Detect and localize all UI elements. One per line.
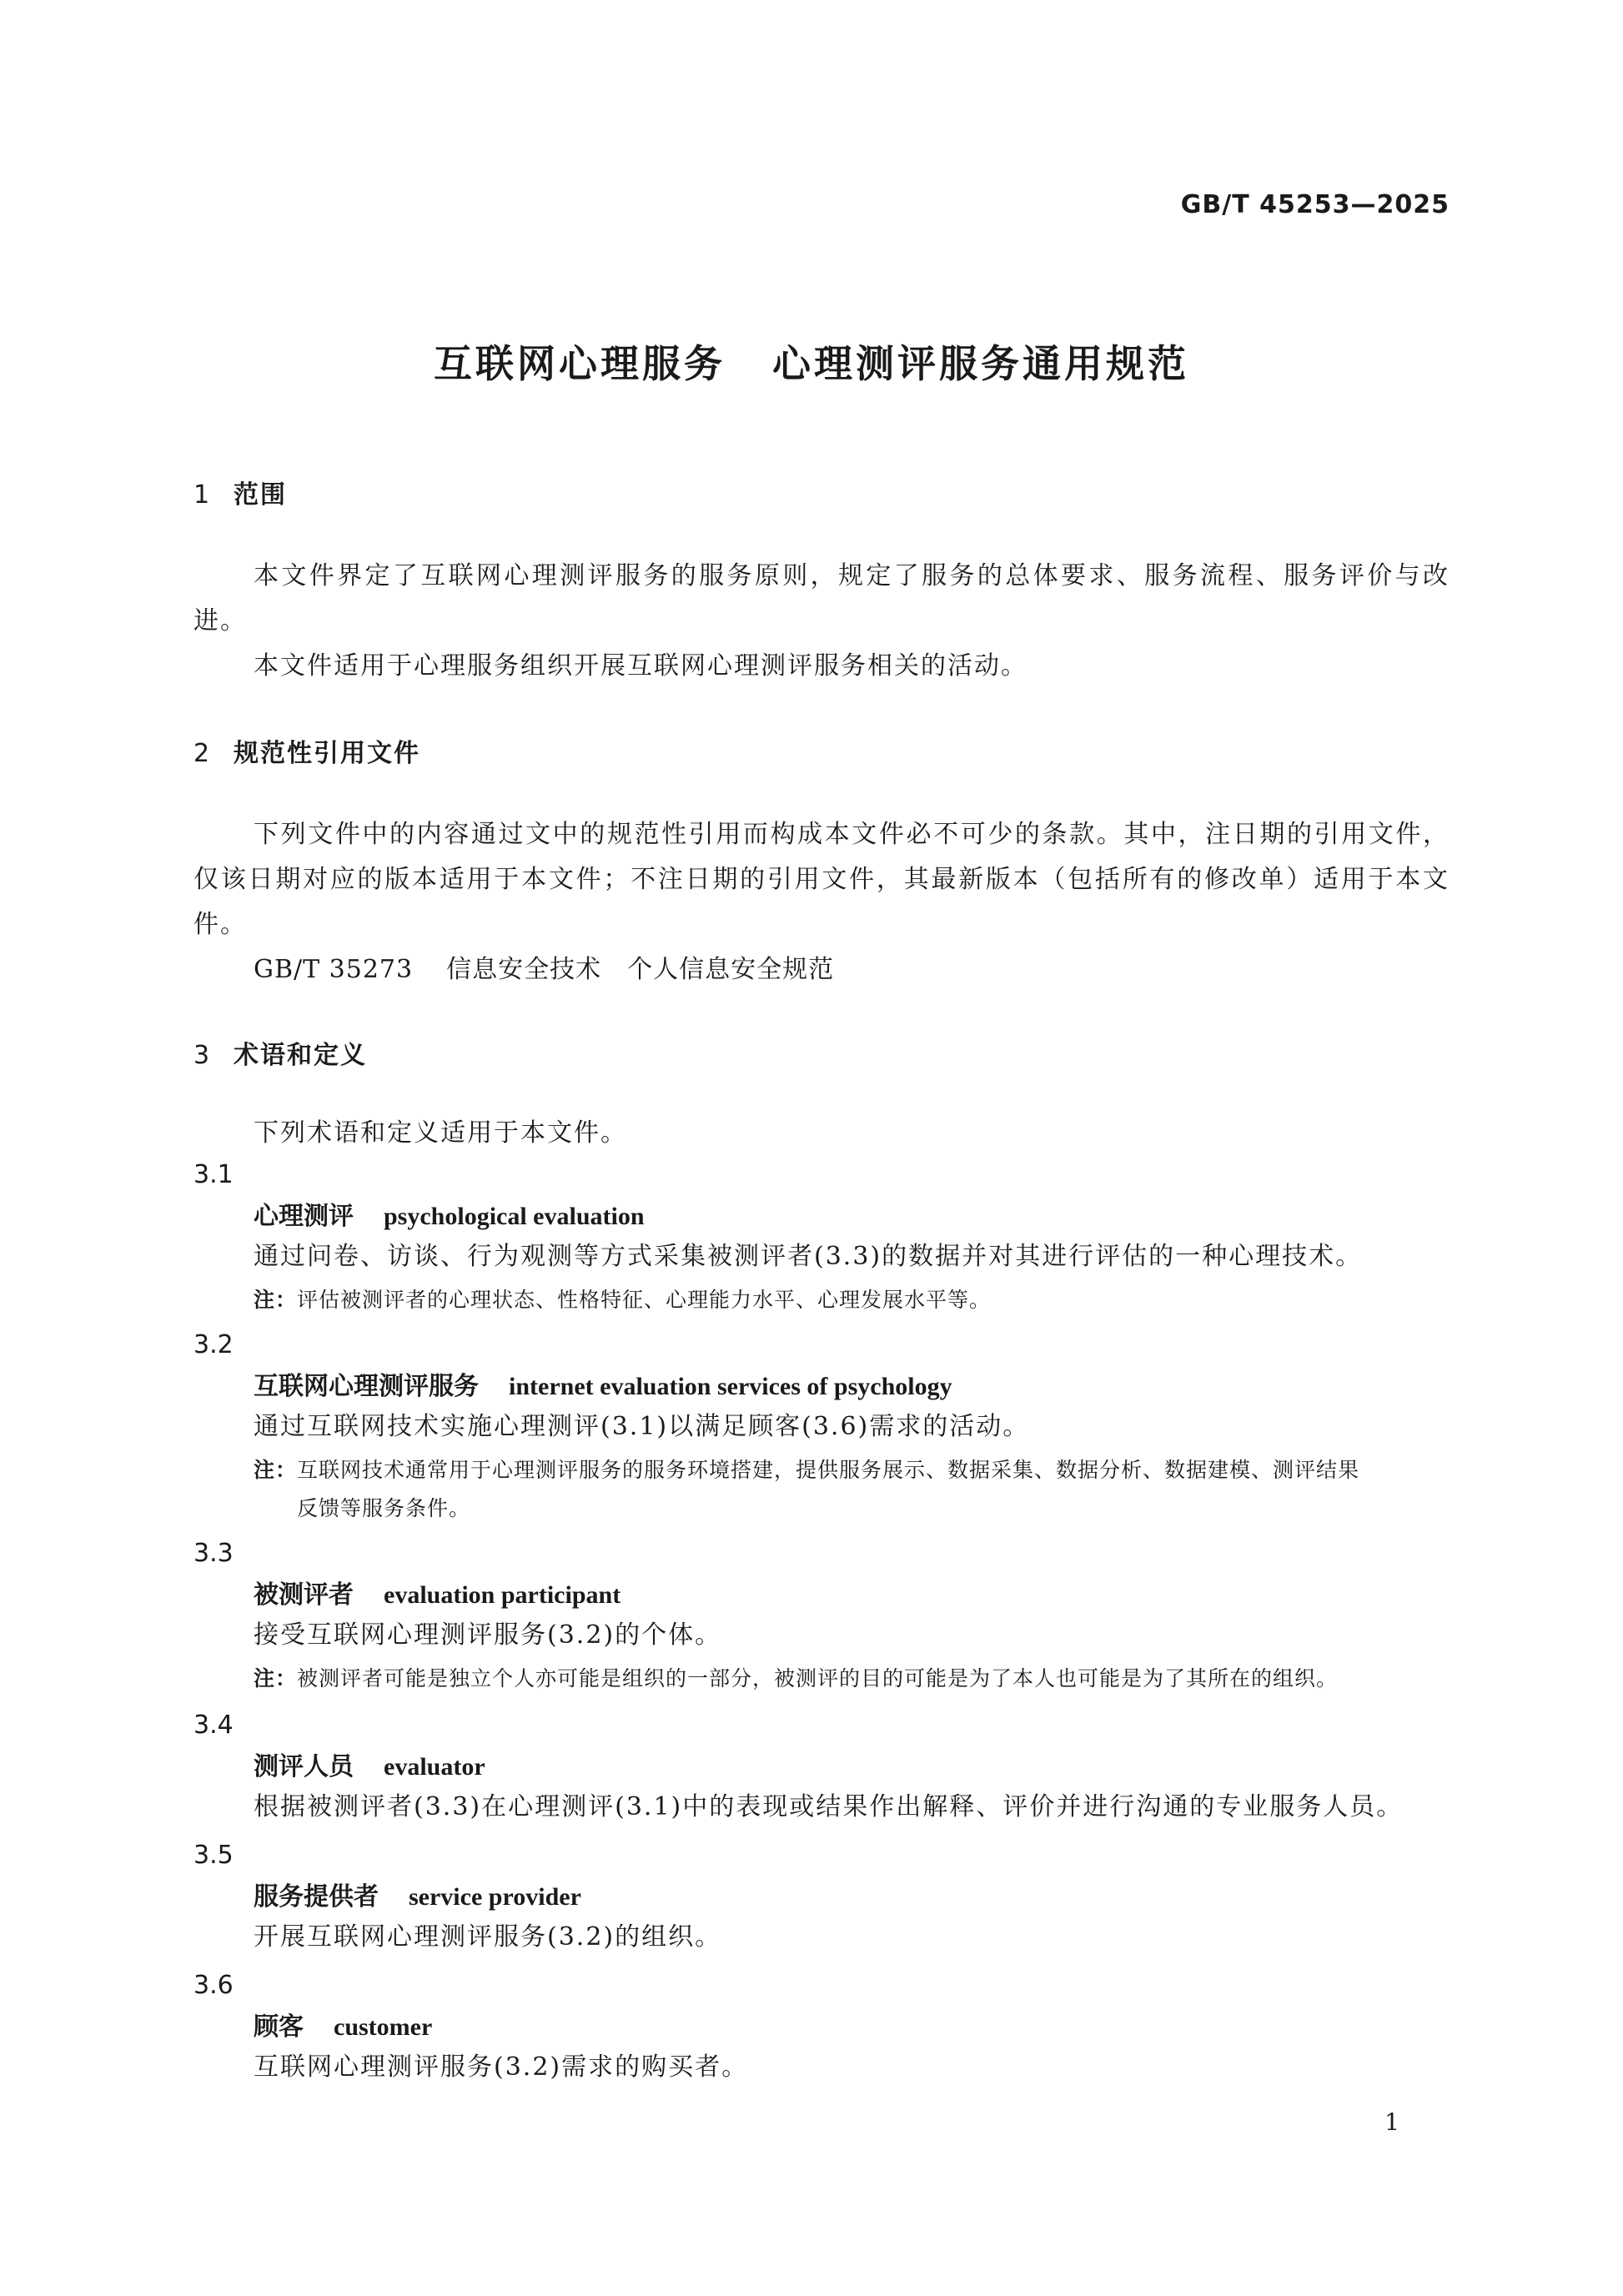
term-definition: 开展互联网心理测评服务(3.2)的组织。: [254, 1922, 722, 1952]
section-2-body: [193, 812, 1450, 992]
term-note: 注：评估被测评者的心理状态、性格特征、心理能力水平、心理发展水平等。: [254, 1288, 992, 1312]
reference-code: GB/T 35273: [254, 955, 414, 984]
term-number: 3.4: [193, 1711, 234, 1740]
term-number: 3.1: [193, 1160, 234, 1189]
section-3-intro: [193, 1111, 1450, 1156]
title-part-1: 互联网心理服务: [434, 341, 726, 386]
section-2-heading: 2 规范性引用文件: [193, 739, 420, 768]
terms-intro: 下列术语和定义适用于本文件。: [254, 1118, 627, 1148]
term-number: 3.6: [193, 1971, 234, 2000]
section-1-heading: 1 范围: [193, 480, 287, 510]
term-note: 注：被测评者可能是独立个人亦可能是组织的一部分，被测评的目的可能是为了本人也可能是为了其所在的组织。: [254, 1666, 1339, 1691]
term-heading: 互联网心理测评服务 internet evaluation services of psychology: [254, 1372, 952, 1401]
term-heading: 测评人员 evaluator: [254, 1752, 485, 1781]
term-note: 注：互联网技术通常用于心理测评服务的服务环境搭建，提供服务展示、数据采集、数据分析、数据建模、测评结果: [254, 1458, 1360, 1482]
section-1-paragraph-1: 本文件界定了互联网心理测评服务的服务原则，规定了服务的总体要求、服务流程、服务评价与改进。: [193, 561, 1450, 636]
term-number: 3.3: [193, 1539, 234, 1568]
section-1-paragraph-2: 本文件适用于心理服务组织开展互联网心理测评服务相关的活动。: [254, 651, 1028, 681]
term-definition: 通过问卷、访谈、行为观测等方式采集被测评者(3.3)的数据并对其进行评估的一种心理技术。: [254, 1242, 1363, 1271]
term-definition: 互联网心理测评服务(3.2)需求的购买者。: [254, 2052, 749, 2082]
section-2-paragraph-1: 下列文件中的内容通过文中的规范性引用而构成本文件必不可少的条款。其中，注日期的引用文件，仅该日期对应的版本适用于本文件；不注日期的引用文件，其最新版本（包括所有的修改单）适用于本文件。: [193, 820, 1450, 939]
standard-code: GB/T 45253—2025: [1180, 190, 1450, 219]
term-number: 3.2: [193, 1330, 234, 1359]
title-part-2: 心理测评服务通用规范: [772, 341, 1189, 386]
normative-reference: [193, 947, 1450, 992]
term-definition: 通过互联网技术实施心理测评(3.1)以满足顾客(3.6)需求的活动。: [254, 1412, 1030, 1441]
term-heading: 被测评者 evaluation participant: [254, 1580, 621, 1610]
term-heading: 服务提供者 service provider: [254, 1882, 581, 1912]
term-definition: 根据被测评者(3.3)在心理测评(3.1)中的表现或结果作出解释、评价并进行沟通的专业服务人员。: [254, 1792, 1404, 1821]
term-heading: 心理测评 psychological evaluation: [254, 1202, 645, 1231]
term-definition: 接受互联网心理测评服务(3.2)的个体。: [254, 1620, 722, 1650]
reference-title: 信息安全技术 个人信息安全规范: [446, 955, 835, 984]
section-3-heading: 3 术语和定义: [193, 1041, 367, 1070]
section-1-body: [193, 554, 1450, 689]
term-heading: 顾客 customer: [254, 2012, 433, 2042]
document-title: [0, 334, 1623, 389]
page-number: 1: [1384, 2108, 1399, 2136]
term-note-continuation: 反馈等服务条件。: [297, 1496, 471, 1520]
term-number: 3.5: [193, 1841, 234, 1870]
